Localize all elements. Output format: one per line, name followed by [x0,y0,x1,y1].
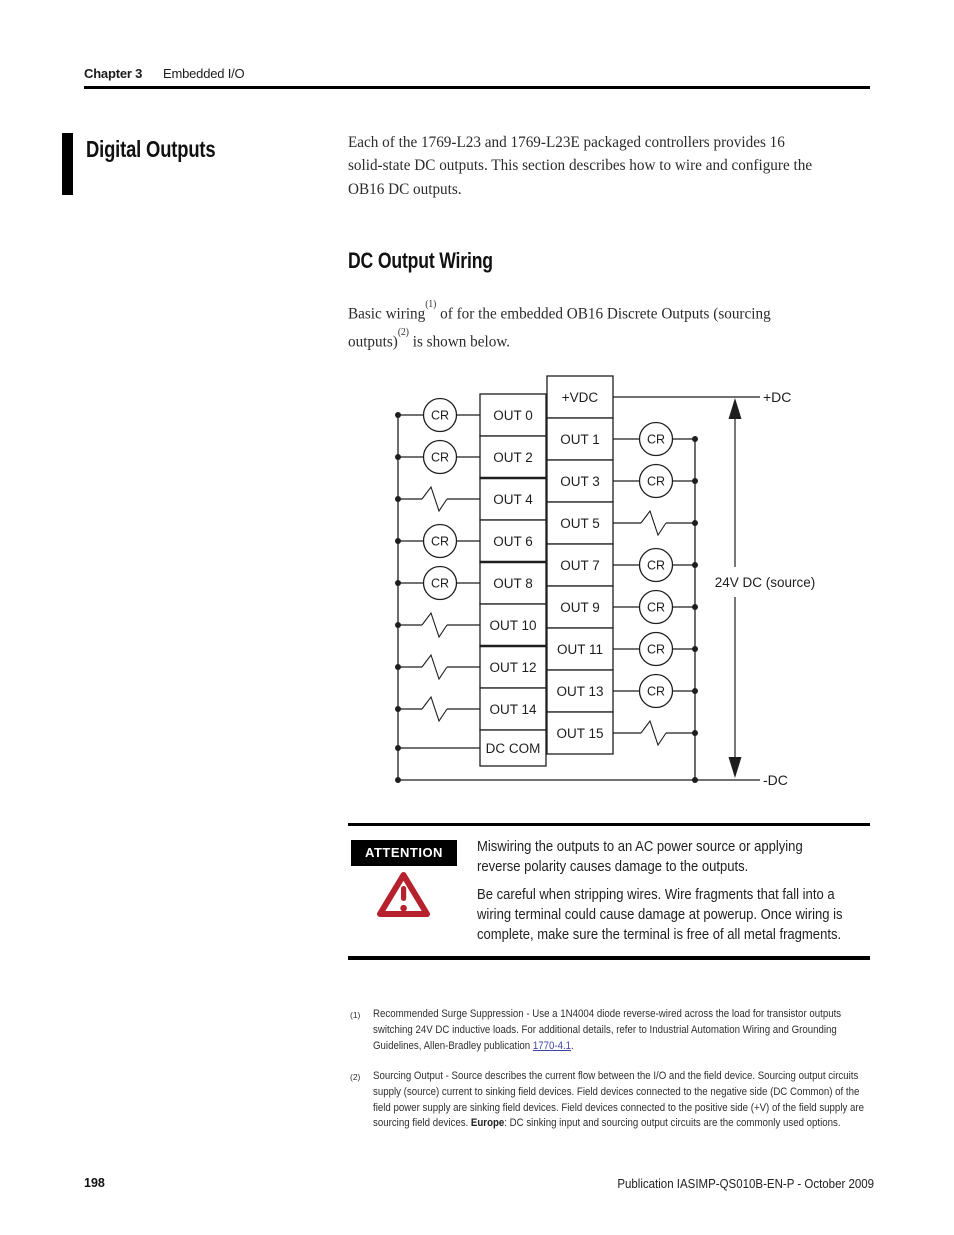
junction-dot [692,730,698,736]
attention-line: reverse polarity causes damage to the outputs. [477,859,749,876]
dc-output-wiring-diagram [395,372,865,792]
wiring-text: outputs) [348,332,398,350]
junction-dot [692,646,698,652]
terminal-label: OUT 3 [560,473,600,489]
intro-line: Each of the 1769-L23 and 1769-L23E packaged controllers provides 16 [348,134,785,151]
page-number: 198 [84,1176,105,1190]
relay-coil-label: CR [646,684,666,699]
relay-coil-label: CR [430,576,450,591]
footnote-2 [350,1069,910,1132]
relay-coil-label: CR [646,558,666,573]
minus-dc-label: -DC [763,772,788,788]
attention-rule-bottom [348,956,870,960]
terminal-label: OUT 0 [493,407,533,423]
footnote-text: Sourcing Output - Source describes the current flow between the I/O and the field device. Sourcing output circuits supply (source) current to sinking field devices. Field devices connected to the negative side (DC Common) of the field power supply are sinking field devices. Field devices connected to the positive side (+V) of the field supply are sourcing field devices. [373,1070,864,1130]
warning-triangle-icon [376,870,431,923]
relay-coil-label: CR [646,474,666,489]
relay-coil-label: CR [646,432,666,447]
footnote-body [373,1007,870,1054]
wiring-line [348,298,771,326]
wiring-paragraph [348,298,771,353]
junction-dot [692,604,698,610]
junction-dot [395,777,401,783]
junction-dot [692,562,698,568]
break-symbol [422,487,447,511]
up-arrowhead [729,398,742,419]
terminal-label: OUT 4 [493,491,533,507]
terminal-label: OUT 9 [560,599,600,615]
attention-text [477,837,873,945]
footnote-text: : DC sinking input and sourcing output circuits are the commonly used options. [504,1117,841,1130]
junction-dot [395,622,401,628]
terminal-label: OUT 8 [493,575,533,591]
attention-paragraph-2 [477,885,873,946]
break-symbol [641,511,666,535]
footnote-bold-text: Europe [470,1117,505,1130]
junction-dot [395,496,401,502]
wiring-text: Basic wiring [348,305,426,323]
section-marker-bar [62,133,73,195]
footnote-marker: (2) [350,1072,361,1082]
relay-coil-label: CR [430,450,450,465]
terminal-label: OUT 12 [489,659,537,675]
terminal-label: +VDC [561,389,599,405]
terminal-label: OUT 2 [493,449,533,465]
junction-dot [395,538,401,544]
footnote-marker: (1) [350,1010,361,1020]
break-symbol [422,697,447,721]
intro-line: OB16 DC outputs. [348,180,462,198]
junction-dot [395,580,401,586]
source-voltage-label: 24V DC (source) [714,575,816,590]
relay-coil-label: CR [430,408,450,423]
relay-coil-label: CR [430,534,450,549]
terminal-label: OUT 11 [556,641,604,657]
junction-dot [692,520,698,526]
attention-paragraph-1 [477,837,873,878]
junction-dot [692,478,698,484]
attention-line: Miswiring the outputs to an AC power source or applying [477,839,803,855]
footnote-text: Recommended Surge Suppression - Use a 1N4004 diode reverse-wired across the load for transistor outputs switching 24V DC inductive loads. For additional details, refer to Industrial Automation Wiring and Grounding Guidelines, Allen-Bradley publication [373,1008,842,1052]
attention-line: complete, make sure the terminal is free of all metal fragments. [477,927,842,944]
terminal-label: OUT 13 [556,683,604,699]
terminal-label: OUT 6 [493,533,533,549]
page-header [84,66,244,81]
junction-dot [395,454,401,460]
break-symbol [422,655,447,679]
junction-dot [395,412,401,418]
header-rule [84,86,870,89]
break-symbol [641,721,666,745]
intro-line: solid-state DC outputs. This section describes how to wire and configure the [348,157,813,175]
wiring-diagram-svg [395,372,865,792]
relay-coil-label: CR [646,642,666,657]
junction-dot [692,688,698,694]
down-arrowhead [729,757,742,778]
wiring-line [348,326,771,354]
break-symbol [422,613,447,637]
attention-badge: ATTENTION [351,840,457,866]
footnote-text: . [571,1039,574,1052]
terminal-label: OUT 15 [556,725,604,741]
terminal-label: OUT 10 [489,617,537,633]
footnote-1 [350,1007,910,1054]
junction-dot [395,706,401,712]
intro-paragraph [348,131,812,201]
junction-dot [395,664,401,670]
attention-rule-top [348,823,870,826]
subsection-title: DC Output Wiring [348,248,493,273]
terminal-label: OUT 5 [560,515,600,531]
terminal-label: DC COM [485,740,541,756]
publication-info: Publication IASIMP-QS010B-EN-P - October 2009 [617,1177,874,1191]
junction-dot [692,436,698,442]
section-label: Embedded I/O [163,66,245,81]
footnote-body [373,1069,870,1132]
attention-line: Be careful when stripping wires. Wire fragments that fall into a [477,886,835,903]
page-title: Digital Outputs [86,136,216,162]
wiring-text: is shown below. [408,332,511,350]
relay-coil-label: CR [646,600,666,615]
terminal-label: OUT 1 [560,431,600,447]
plus-dc-label: +DC [763,389,792,405]
footnote-ref-1: (1) [425,299,437,310]
chapter-label: Chapter 3 [84,66,143,81]
junction-dot [395,745,401,751]
terminal-label: OUT 7 [560,557,600,573]
attention-line: wiring terminal could cause damage at powerup. Once wiring is [477,906,843,923]
wiring-text: of for the embedded OB16 Discrete Outputs (sourcing [436,305,771,323]
terminal-label: OUT 14 [489,701,537,717]
footnote-ref-2: (2) [397,326,409,338]
publication-link[interactable]: 1770-4.1 [532,1039,572,1052]
junction-dot [692,777,698,783]
